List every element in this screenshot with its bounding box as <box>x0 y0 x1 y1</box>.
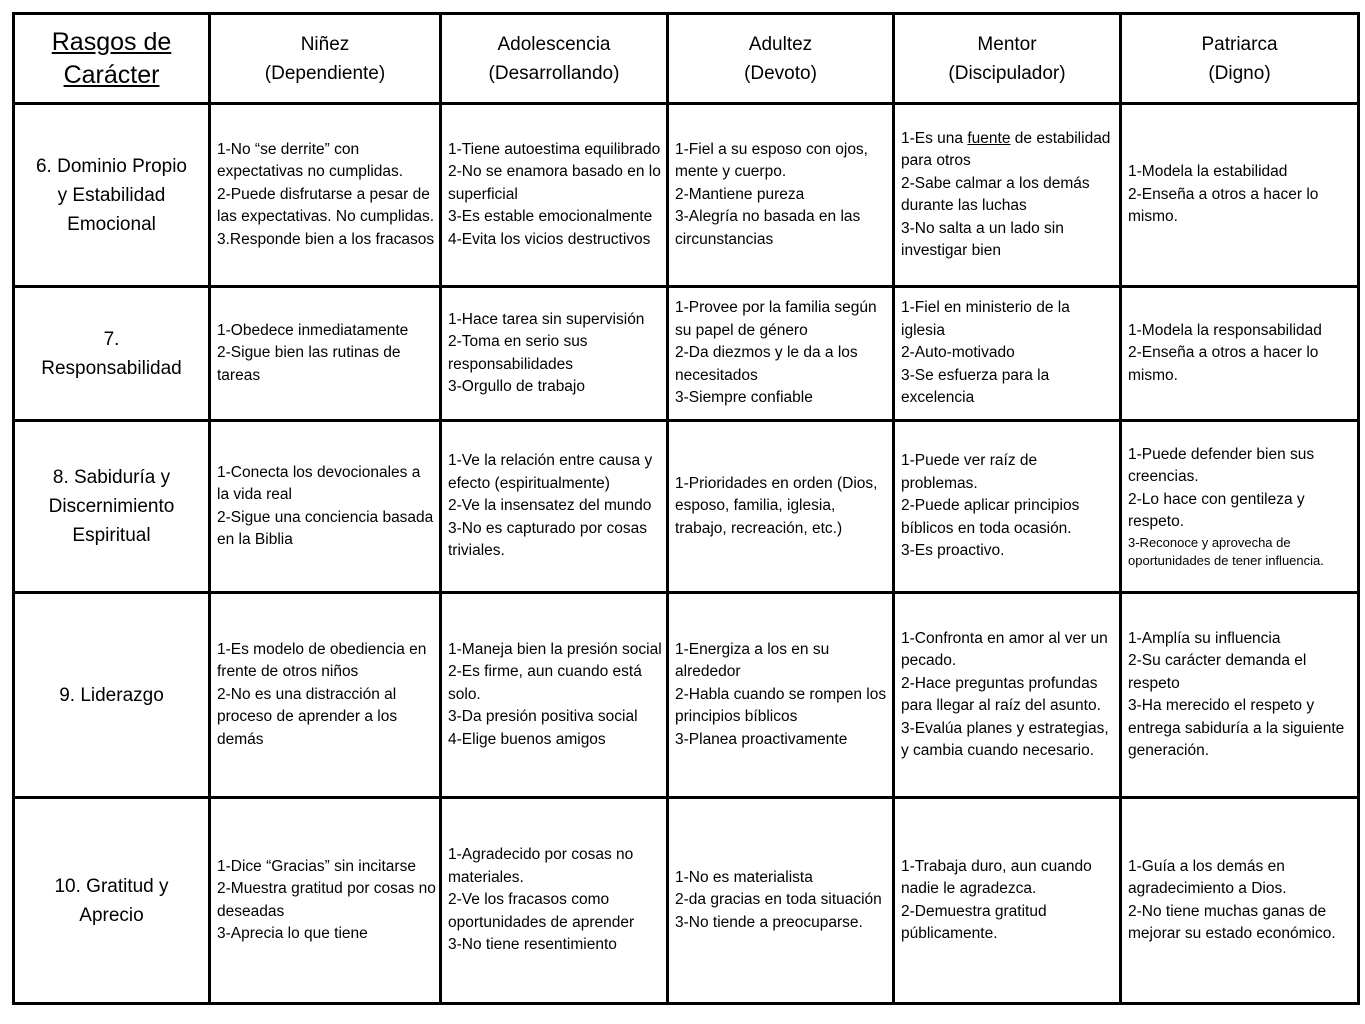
trait-line: 6. Dominio Propio <box>35 155 188 177</box>
cell-item: 2-Habla cuando se rompen los principios bíblicos <box>675 685 887 726</box>
trait-line: Discernimiento <box>48 496 175 517</box>
cell-item: 1-Agradecido por cosas no materiales. <box>448 846 634 886</box>
table-cell <box>441 593 668 798</box>
cell-item: 2-Enseña a otros a hacer lo mismo. <box>1128 185 1319 226</box>
cell-item: 2-Su carácter demanda el respeto <box>1128 652 1307 692</box>
cell-item: 1-Dice “Gracias” sin incitarse <box>217 857 416 875</box>
table-cell <box>894 104 1121 287</box>
cell-item: 2-Puede disfrutarse a pesar de las expectativas. No cumplidas. <box>217 185 435 226</box>
cell-item: 1-Energiza a los en su alrededor <box>675 640 830 681</box>
cell-item: 4-Evita los vicios destructivos <box>448 230 651 248</box>
table-cell <box>210 593 441 798</box>
table-cell <box>668 798 894 1004</box>
cell-item: 2-Es firme, aun cuando está solo. <box>448 663 642 703</box>
trait-line: 8. Sabiduría y <box>52 467 171 488</box>
character-traits-table <box>12 12 1360 1005</box>
table-cell <box>1121 287 1359 421</box>
table-cell <box>668 421 894 593</box>
trait-cell <box>14 421 210 593</box>
table-cell <box>1121 421 1359 593</box>
cell-item: 3-Orgullo de trabajo <box>448 378 585 395</box>
cell-item: 3-Es estable emocionalmente <box>448 208 653 226</box>
table-cell <box>1121 593 1359 798</box>
table-cell <box>210 421 441 593</box>
cell-item: 2-No es una distracción al proceso de aprender a los demás <box>217 685 398 748</box>
table-cell <box>894 421 1121 593</box>
table-cell <box>441 287 668 421</box>
trait-cell <box>14 593 210 798</box>
cell-item <box>901 128 1116 173</box>
cell-item: 1-Tiene autoestima equilibrado <box>448 140 661 158</box>
cell-item: 2-Toma en serio sus responsabilidades <box>448 333 588 373</box>
cell-item: 1-Es modelo de obediencia en frente de otros niños <box>217 640 427 681</box>
trait-cell <box>14 104 210 287</box>
cell-item: 2-Demuestra gratitud públicamente. <box>901 902 1047 942</box>
stage-sub: (Devoto) <box>744 62 817 84</box>
cell-item: 1-Guía a los demás en agradecimiento a Dios. <box>1128 857 1287 897</box>
table-cell <box>668 287 894 421</box>
trait-line: 9. Liderazgo <box>59 684 164 706</box>
trait-row-dominio-propio <box>14 104 1359 287</box>
cell-item: 1-Puede defender bien sus creencias. <box>1128 445 1315 485</box>
cell-item-small: 3-Reconoce y aprovecha de oportunidades de tener influencia. <box>1128 534 1324 568</box>
header-row <box>14 14 1359 104</box>
stage-header-mentor <box>894 14 1121 104</box>
cell-item: 1-Amplía su influencia <box>1128 629 1281 647</box>
table-cell <box>668 593 894 798</box>
trait-row-responsabilidad <box>14 287 1359 421</box>
cell-item: 2-No tiene muchas ganas de mejorar su estado económico. <box>1128 902 1336 942</box>
trait-cell <box>14 798 210 1004</box>
cell-item: 1-Maneja bien la presión social <box>448 640 662 658</box>
cell-item: 1-Prioridades en orden (Dios, esposo, familia, iglesia, trabajo, recreación, etc.) <box>675 474 878 537</box>
cell-item: 2-No se enamora basado en lo superficial <box>448 163 661 203</box>
stage-name: Patriarca <box>1201 33 1278 55</box>
table-cell <box>441 798 668 1004</box>
table-cell <box>210 287 441 421</box>
cell-item: 3-Evalúa planes y estrategias, y cambia cuando necesario. <box>901 719 1109 759</box>
trait-row-sabiduria <box>14 421 1359 593</box>
stage-name: Adultez <box>748 33 813 55</box>
trait-line: 10. Gratitud y <box>54 875 169 897</box>
cell-item: 2-da gracias en toda situación <box>675 891 882 909</box>
cell-item: 2-Sigue bien las rutinas de tareas <box>217 344 401 384</box>
cell-item: 2-Mantiene pureza <box>675 185 805 203</box>
table-cell <box>1121 104 1359 287</box>
cell-item: 3.Responde bien a los fracasos <box>217 230 435 248</box>
cell-item: 2-Lo hace con gentileza y respeto. <box>1128 490 1305 530</box>
cell-item-prefix: 1-Es una <box>901 129 968 147</box>
table-cell <box>210 104 441 287</box>
cell-item: 2-Auto-motivado <box>901 344 1015 362</box>
cell-item: 3-Se esfuerza para la excelencia <box>901 366 1050 407</box>
cell-item: 1-Ve la relación entre causa y efecto (espiritualmente) <box>448 452 653 492</box>
table-cell <box>1121 798 1359 1004</box>
stage-name: Adolescencia <box>497 33 611 55</box>
trait-row-gratitud <box>14 798 1359 1004</box>
cell-item: 2-Hace preguntas profundas para llegar al raíz del asunto. <box>901 674 1101 714</box>
cell-item: 3-Aprecia lo que tiene <box>217 925 368 942</box>
cell-item: 1-Puede ver raíz de problemas. <box>901 452 1038 492</box>
cell-item: 1-Hace tarea sin supervisión <box>448 310 645 328</box>
trait-line: Emocional <box>67 213 156 235</box>
corner-title-line2: Carácter <box>63 60 160 89</box>
cell-item: 1-Trabaja duro, aun cuando nadie le agradezca. <box>901 857 1092 897</box>
cell-item: 1-Confronta en amor al ver un pecado. <box>901 629 1108 669</box>
corner-title <box>52 26 172 92</box>
cell-item: 3-Siempre confiable <box>675 389 813 407</box>
cell-item: 3-Ha merecido el respeto y entrega sabiduría a la siguiente generación. <box>1128 697 1345 759</box>
table-cell <box>668 104 894 287</box>
table-cell <box>894 798 1121 1004</box>
corner-cell <box>14 14 210 104</box>
cell-item: 3-No salta a un lado sin investigar bien <box>901 219 1064 259</box>
table-cell <box>441 104 668 287</box>
table-cell <box>210 798 441 1004</box>
trait-line: Aprecio <box>79 904 144 926</box>
corner-title-line1: Rasgos de <box>51 27 172 56</box>
cell-item: 1-Fiel en ministerio de la iglesia <box>901 299 1070 339</box>
stage-header-adultez <box>668 14 894 104</box>
stage-sub: (Digno) <box>1208 62 1271 84</box>
cell-item: 4-Elige buenos amigos <box>448 730 606 748</box>
trait-line: 7. <box>103 328 120 350</box>
cell-item: 1-Modela la responsabilidad <box>1128 321 1322 339</box>
table-cell <box>894 593 1121 798</box>
cell-item: 2-Ve los fracasos como oportunidades de aprender <box>448 891 635 931</box>
stage-header-adolescencia <box>441 14 668 104</box>
underlined-word: fuente <box>967 129 1011 147</box>
cell-item: 3-Planea proactivamente <box>675 730 848 748</box>
stage-sub: (Desarrollando) <box>488 62 620 84</box>
cell-item: 3-Da presión positiva social <box>448 708 638 726</box>
cell-item: 3-No tiende a preocuparse. <box>675 913 863 931</box>
trait-line: y Estabilidad <box>57 184 166 206</box>
trait-row-liderazgo <box>14 593 1359 798</box>
cell-item: 1-Fiel a su esposo con ojos, mente y cuerpo. <box>675 140 868 181</box>
stage-sub: (Discipulador) <box>948 62 1066 84</box>
stage-sub: (Dependiente) <box>264 62 386 84</box>
trait-line: Responsabilidad <box>41 357 182 379</box>
cell-item: 3-Alegría no basada en las circunstancias <box>675 208 861 248</box>
cell-item: 1-Obedece inmediatamente <box>217 321 409 339</box>
cell-item: 2-Sabe calmar a los demás durante las luchas <box>901 174 1090 214</box>
stage-header-ninez <box>210 14 441 104</box>
cell-item: 2-Puede aplicar principios bíblicos en toda ocasión. <box>901 497 1080 537</box>
stage-name: Mentor <box>977 33 1037 55</box>
table-cell <box>894 287 1121 421</box>
cell-item: 1-No es materialista <box>675 868 813 886</box>
table-cell <box>441 421 668 593</box>
cell-item: 2-Da diezmos y le da a los necesitados <box>675 344 858 384</box>
cell-item-suffix: de estabilidad para otros <box>901 129 1111 169</box>
cell-item: 2-Ve la insensatez del mundo <box>448 497 652 515</box>
cell-item: 2-Enseña a otros a hacer lo mismo. <box>1128 344 1319 384</box>
cell-item: 2-Muestra gratitud por cosas no deseadas <box>217 880 436 920</box>
cell-item: 3-No es capturado por cosas triviales. <box>448 519 648 560</box>
cell-item: 1-Conecta los devocionales a la vida real <box>217 463 421 503</box>
cell-item: 1-No “se derrite” con expectativas no cumplidas. <box>217 140 404 181</box>
cell-item: 3-No tiene resentimiento <box>448 936 617 954</box>
cell-item: 1-Provee por la familia según su papel de género <box>675 299 877 339</box>
cell-item: 3-Es proactivo. <box>901 542 1005 560</box>
stage-header-patriarca <box>1121 14 1359 104</box>
character-traits-sheet <box>12 12 1360 1005</box>
cell-item: 2-Sigue una conciencia basada en la Biblia <box>217 508 434 548</box>
trait-line: Espiritual <box>72 525 151 546</box>
cell-item: 1-Modela la estabilidad <box>1128 163 1288 181</box>
trait-cell <box>14 287 210 421</box>
stage-name: Niñez <box>300 33 350 55</box>
